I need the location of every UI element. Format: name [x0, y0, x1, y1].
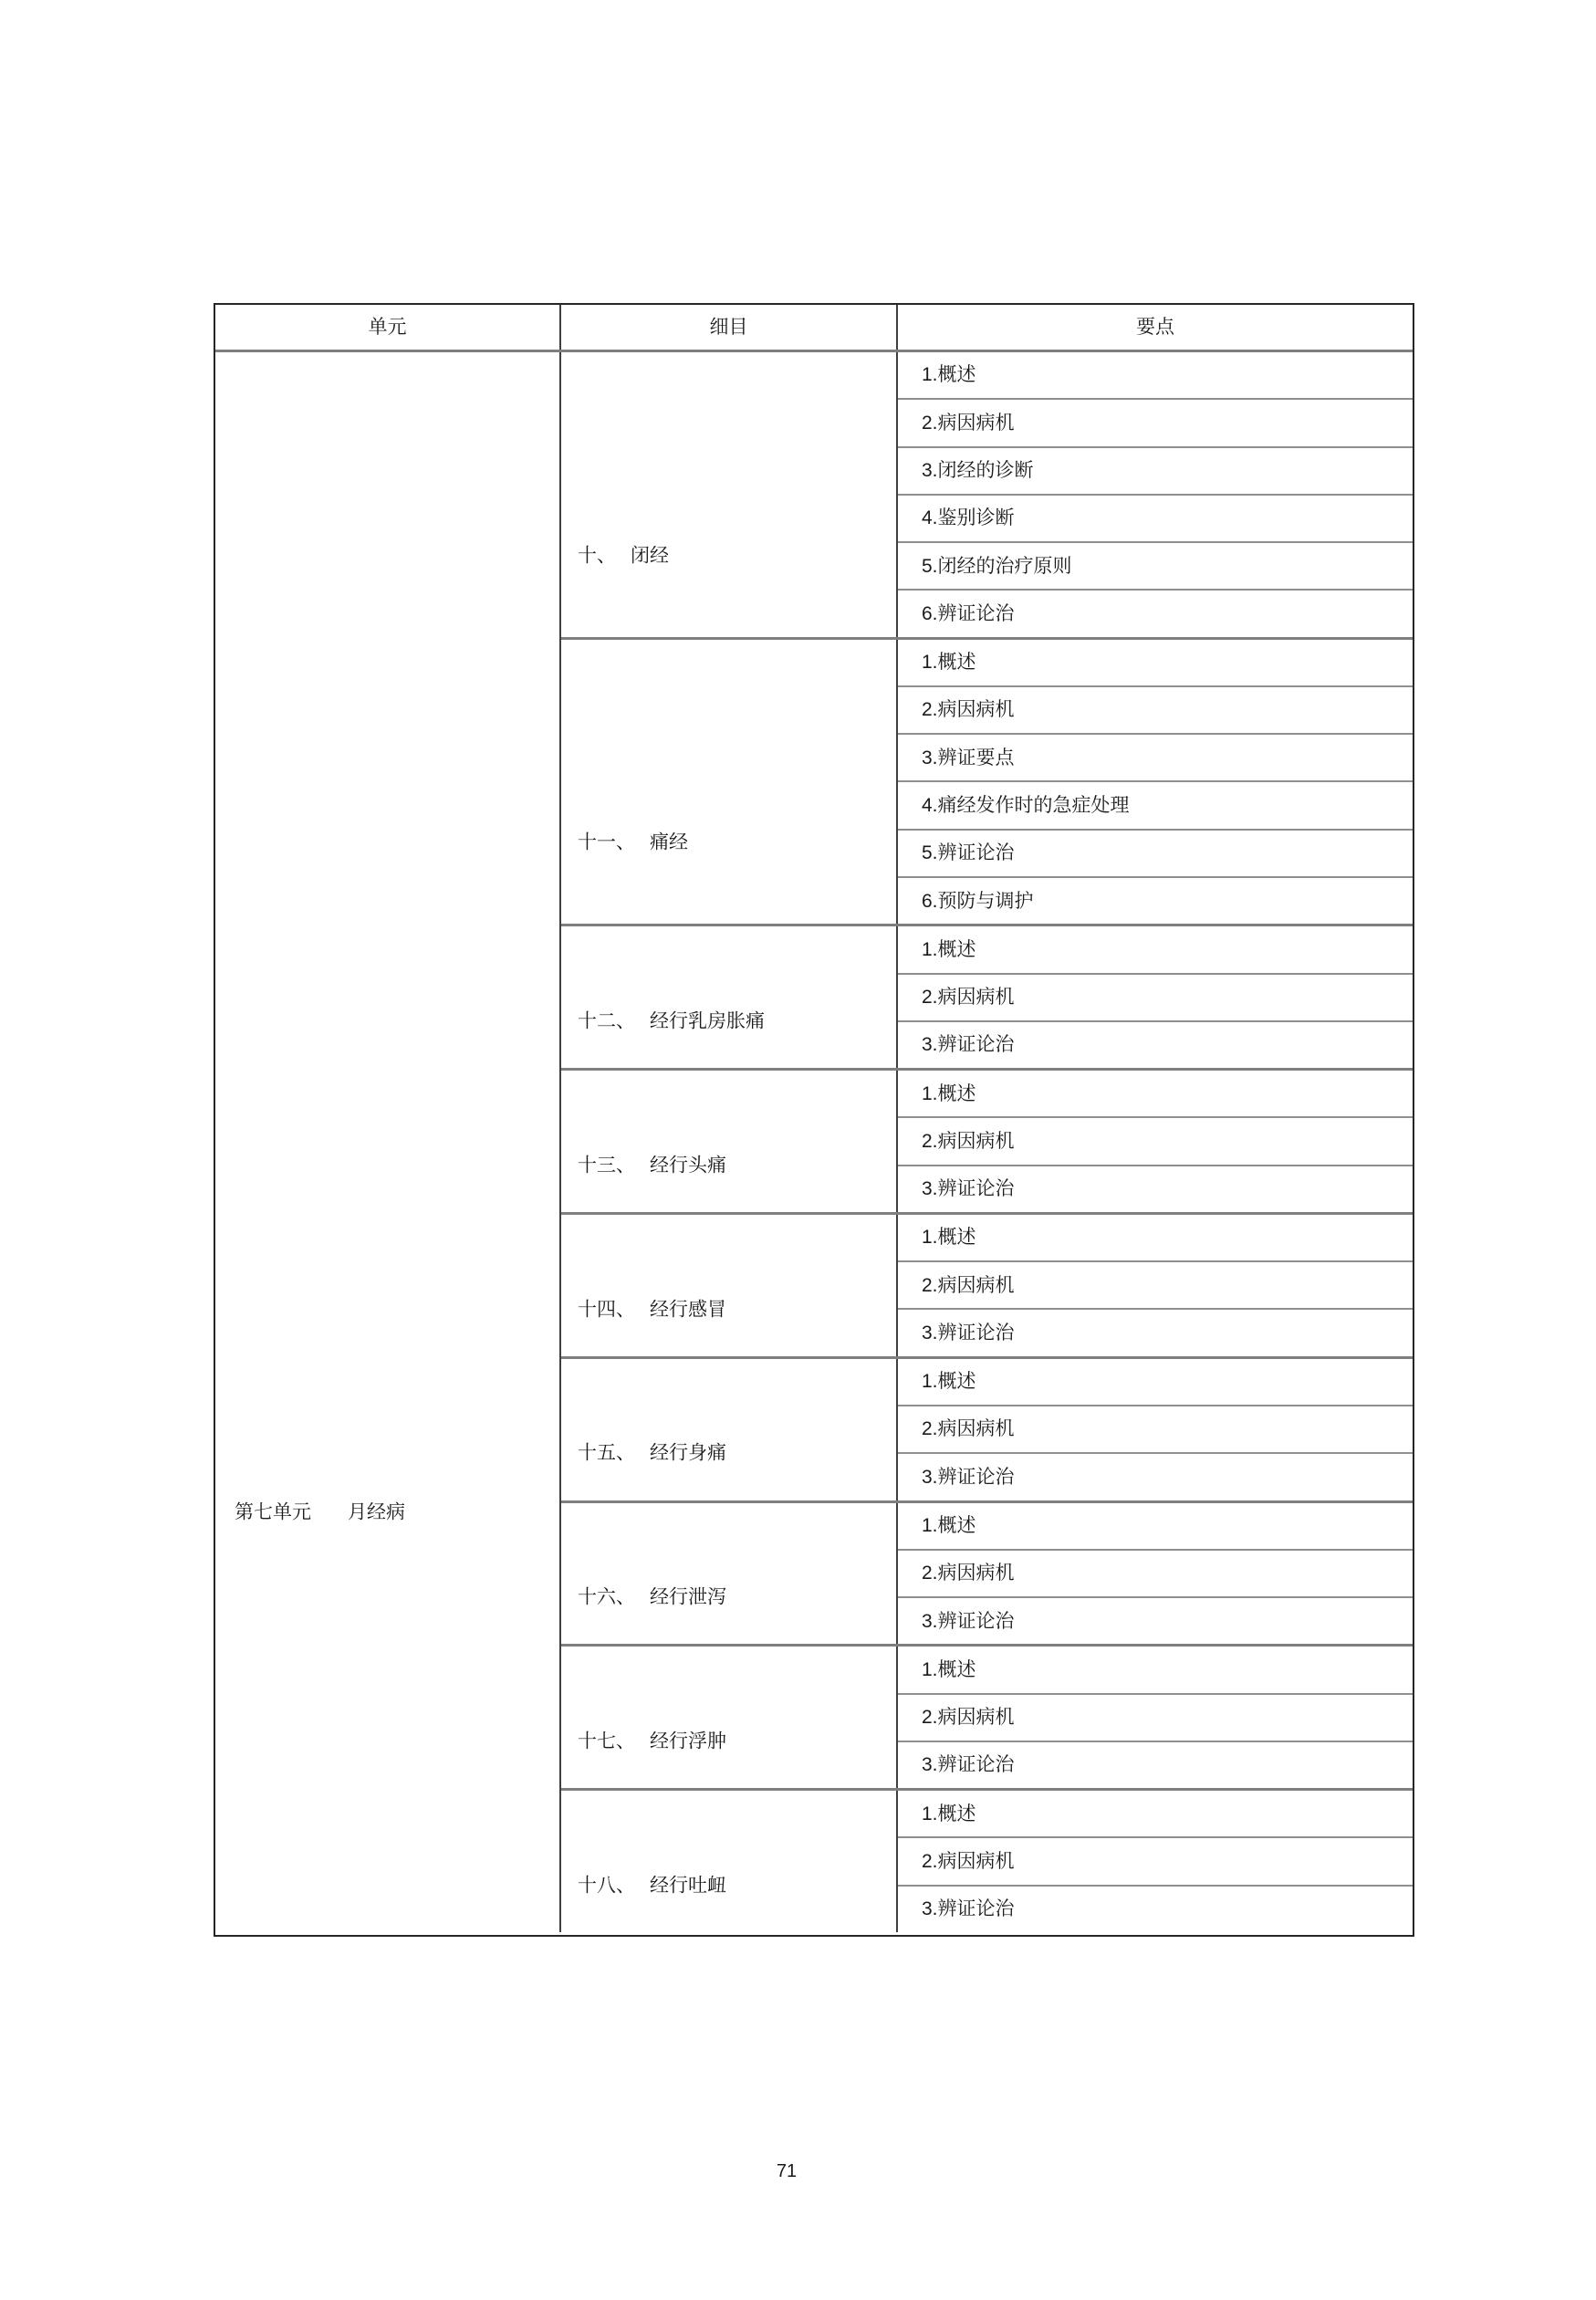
point-text: 3.辨证要点	[922, 747, 1015, 768]
subcategory-name: 经行身痛	[650, 1442, 726, 1464]
point-row	[898, 1260, 1413, 1308]
point-text: 6.辨证论治	[922, 602, 1015, 624]
subcategory-cell	[561, 1215, 898, 1356]
subcategory-label	[578, 1729, 726, 1753]
subcategory-label	[578, 1297, 726, 1322]
point-text: 3.辨证论治	[922, 1898, 1015, 1920]
subcategory-label	[578, 831, 688, 855]
point-row	[898, 1836, 1413, 1884]
subcategory-number: 十五、	[578, 1442, 635, 1464]
point-text: 5.闭经的治疗原则	[922, 555, 1072, 577]
point-text: 2.病因病机	[922, 1274, 1015, 1296]
point-row	[898, 640, 1413, 685]
point-text: 2.病因病机	[922, 1707, 1015, 1729]
subcategory-cell	[561, 1791, 898, 1932]
subcategory-number: 十、	[578, 545, 616, 567]
point-row	[898, 1405, 1413, 1452]
point-row	[898, 541, 1413, 589]
subcategory-name: 经行浮肿	[650, 1730, 726, 1752]
catalog-group	[561, 1500, 1413, 1645]
subcategory-cell	[561, 926, 898, 1068]
unit-name: 月经病	[348, 1500, 405, 1522]
point-row	[898, 1791, 1413, 1836]
subcategory-cell	[561, 640, 898, 925]
point-text: 1.概述	[922, 1371, 976, 1393]
point-text: 3.辨证论治	[922, 1754, 1015, 1776]
subcategory-cell	[561, 1647, 898, 1788]
point-text: 2.病因病机	[922, 987, 1015, 1009]
header-cell-item	[561, 305, 898, 350]
point-text: 3.辨证论治	[922, 1322, 1015, 1343]
points-column	[898, 1791, 1413, 1932]
points-column	[898, 1215, 1413, 1356]
point-text: 1.概述	[922, 1803, 976, 1824]
catalog-group	[561, 1644, 1413, 1788]
point-text: 1.概述	[922, 1227, 976, 1249]
table-body-groups	[561, 352, 1413, 1932]
point-row	[898, 352, 1413, 398]
point-row	[898, 1071, 1413, 1116]
point-row	[898, 926, 1413, 972]
subcategory-number: 十一、	[578, 831, 635, 853]
subcategory-cell	[561, 1071, 898, 1212]
point-text: 1.概述	[922, 652, 976, 674]
unit-cell	[215, 352, 561, 1932]
points-column	[898, 926, 1413, 1068]
unit-label	[235, 1500, 405, 1524]
catalog-group	[561, 924, 1413, 1068]
syllabus-table	[214, 303, 1414, 1937]
point-text: 5.辨证论治	[922, 842, 1015, 864]
subcategory-number: 十七、	[578, 1730, 635, 1752]
point-text: 4.痛经发作时的急症处理	[922, 794, 1130, 816]
point-text: 1.概述	[922, 364, 976, 386]
catalog-group	[561, 1788, 1413, 1932]
page-number: 71	[776, 2161, 798, 2181]
points-column	[898, 1071, 1413, 1212]
subcategory-label	[578, 1153, 726, 1177]
point-row	[898, 1885, 1413, 1932]
subcategory-label	[578, 1585, 726, 1610]
subcategory-name: 闭经	[631, 545, 669, 567]
subcategory-number: 十八、	[578, 1875, 635, 1897]
subcategory-number: 十三、	[578, 1155, 635, 1176]
point-row	[898, 876, 1413, 924]
header-unit-label: 单元	[368, 316, 407, 338]
header-cell-unit	[215, 305, 561, 350]
subcategory-name: 经行乳房胀痛	[650, 1010, 765, 1032]
subcategory-label	[578, 1873, 726, 1898]
point-text: 3.辨证论治	[922, 1610, 1015, 1632]
point-row	[898, 589, 1413, 636]
point-text: 2.病因病机	[922, 412, 1015, 434]
point-row	[898, 1452, 1413, 1500]
point-text: 3.闭经的诊断	[922, 460, 1034, 482]
subcategory-cell	[561, 1503, 898, 1645]
point-row	[898, 446, 1413, 494]
point-text: 2.病因病机	[922, 1850, 1015, 1872]
subcategory-name: 经行吐衄	[650, 1875, 726, 1897]
point-row	[898, 1165, 1413, 1212]
point-text: 6.预防与调护	[922, 890, 1034, 912]
point-row	[898, 398, 1413, 445]
point-text: 2.病因病机	[922, 1130, 1015, 1152]
point-text: 2.病因病机	[922, 1418, 1015, 1440]
point-row	[898, 685, 1413, 733]
point-row	[898, 1693, 1413, 1741]
subcategory-label	[578, 1441, 726, 1466]
header-cell-point	[898, 305, 1413, 350]
subcategory-number: 十二、	[578, 1010, 635, 1032]
point-row	[898, 1596, 1413, 1644]
point-text: 4.鉴别诊断	[922, 507, 1015, 529]
point-text: 3.辨证论治	[922, 1034, 1015, 1056]
point-text: 3.辨证论治	[922, 1466, 1015, 1488]
point-row	[898, 780, 1413, 828]
point-row	[898, 1741, 1413, 1788]
point-row	[898, 733, 1413, 780]
subcategory-name: 经行头痛	[650, 1155, 726, 1176]
point-row	[898, 1359, 1413, 1405]
points-column	[898, 1359, 1413, 1500]
point-row	[898, 973, 1413, 1020]
point-text: 1.概述	[922, 1658, 976, 1680]
points-column	[898, 1647, 1413, 1788]
subcategory-name: 经行感冒	[650, 1298, 726, 1320]
header-point-label: 要点	[1136, 316, 1174, 338]
table-header-row	[215, 305, 1413, 352]
points-column	[898, 1503, 1413, 1645]
point-row	[898, 494, 1413, 541]
header-item-label: 细目	[709, 316, 748, 338]
subcategory-name: 痛经	[650, 831, 688, 853]
point-row	[898, 1116, 1413, 1164]
points-column	[898, 640, 1413, 925]
subcategory-cell	[561, 1359, 898, 1500]
catalog-group	[561, 637, 1413, 925]
point-text: 1.概述	[922, 1082, 976, 1104]
subcategory-cell	[561, 352, 898, 637]
point-row	[898, 1020, 1413, 1068]
catalog-group	[561, 1068, 1413, 1212]
point-row	[898, 1647, 1413, 1692]
subcategory-number: 十六、	[578, 1586, 635, 1608]
subcategory-label	[578, 543, 669, 568]
point-text: 2.病因病机	[922, 699, 1015, 721]
table-body	[215, 352, 1413, 1932]
subcategory-label	[578, 1009, 765, 1033]
point-text: 3.辨证论治	[922, 1178, 1015, 1200]
catalog-group	[561, 352, 1413, 637]
subcategory-name: 经行泄泻	[650, 1586, 726, 1608]
unit-number: 第七单元	[235, 1500, 311, 1522]
catalog-group	[561, 1356, 1413, 1500]
catalog-group	[561, 1212, 1413, 1356]
point-row	[898, 1549, 1413, 1596]
point-row	[898, 829, 1413, 876]
points-column	[898, 352, 1413, 637]
point-text: 1.概述	[922, 938, 976, 960]
point-row	[898, 1308, 1413, 1355]
subcategory-number: 十四、	[578, 1298, 635, 1320]
point-text: 2.病因病机	[922, 1563, 1015, 1584]
point-text: 1.概述	[922, 1515, 976, 1537]
point-row	[898, 1503, 1413, 1549]
point-row	[898, 1215, 1413, 1260]
